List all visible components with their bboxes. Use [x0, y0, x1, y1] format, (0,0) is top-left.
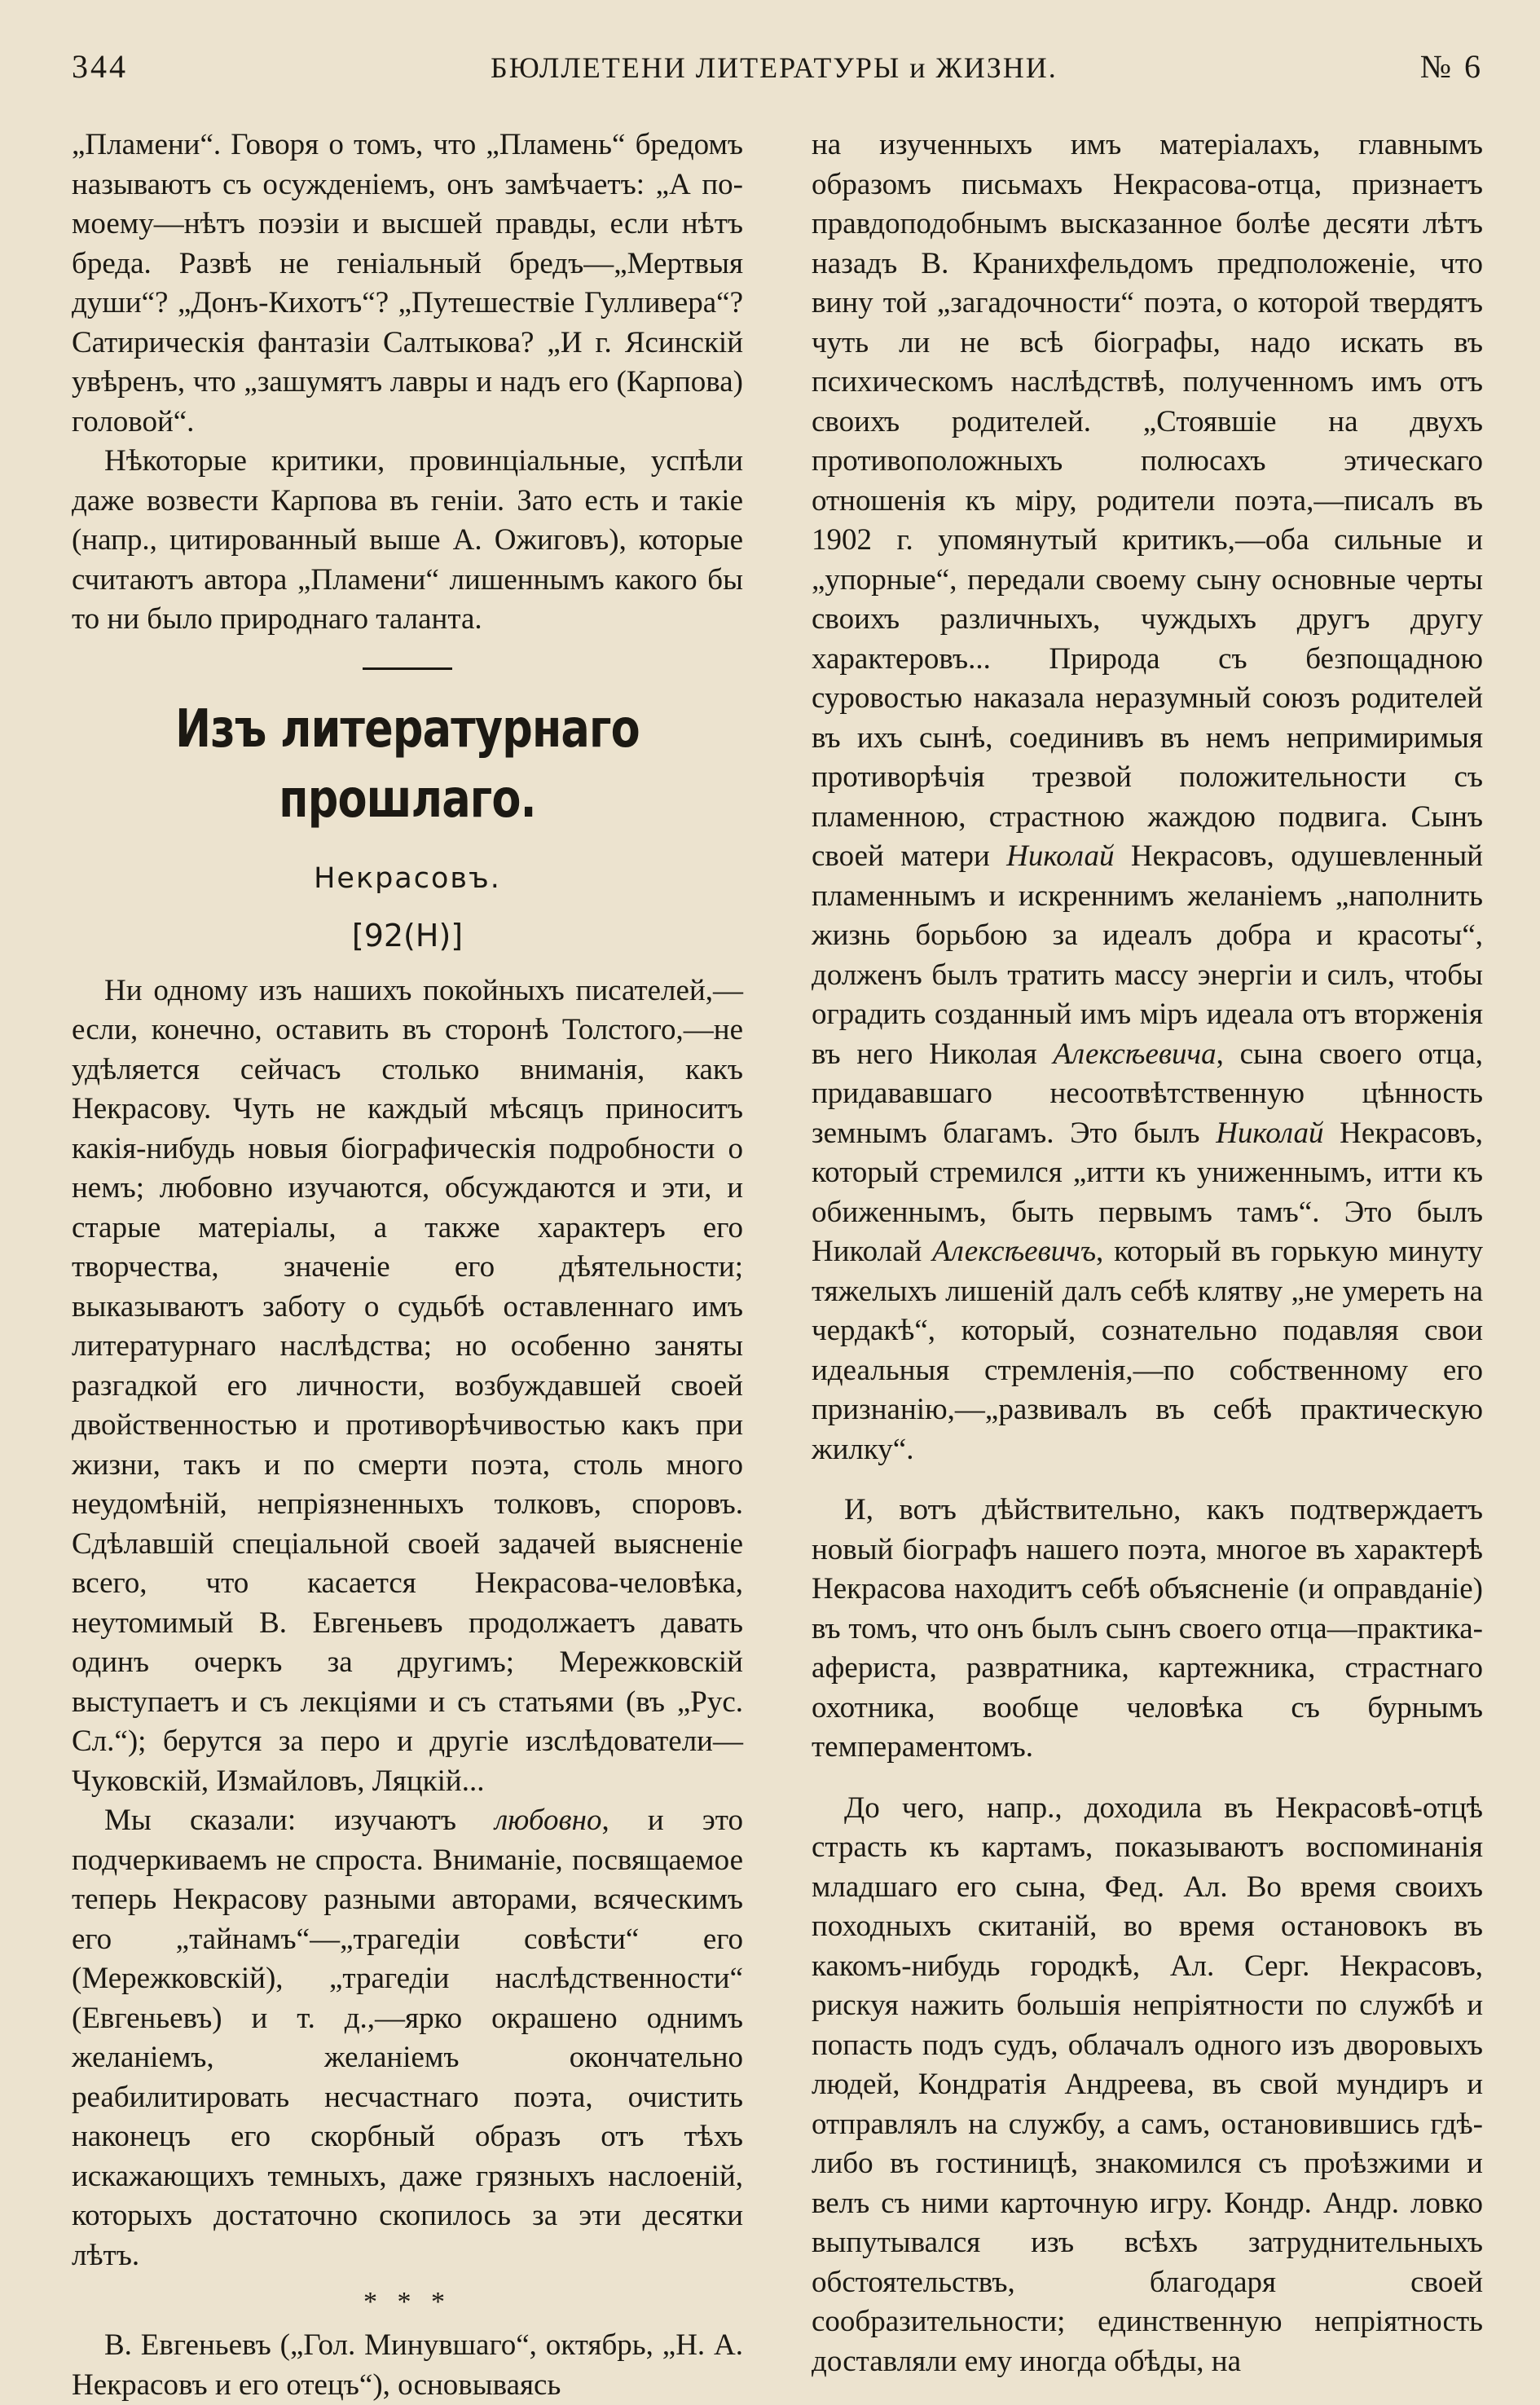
- paragraph: [72, 1801, 743, 2275]
- issue-number: № 6: [1419, 48, 1483, 85]
- text-columns: [72, 126, 1483, 2405]
- journal-title: БЮЛЛЕТЕНИ ЛИТЕРАТУРЫ и ЖИЗНИ.: [491, 51, 1058, 84]
- paragraph: Нѣкоторые критики, провинціальные, успѣли даже возвести Карпова въ геніи. Зато есть и такіе (напр., цитированный выше А. Ожиговъ), которые считаютъ автора „Пламени“ лишеннымъ какого бы то ни было природнаго таланта.: [72, 444, 743, 636]
- text-run: , сына своего отца, придававшаго несоотвѣтственную цѣнность земнымъ благамъ. Это былъ: [812, 1037, 1483, 1150]
- asterism: * * *: [363, 2287, 451, 2317]
- article-subtitle: Некрасовъ.: [314, 861, 501, 895]
- paragraph: Ни одному изъ нашихъ покойныхъ писателей,—если, конечно, оставить въ сторонѣ Толстого,—не удѣляется сейчасъ столько вниманія, какъ Некрасову. Чуть не каждый мѣсяцъ приноситъ какія-нибудь новыя біографическія подробности о немъ; любовно изучаются, обсуждаются и эти, и старые матеріалы, а также характеръ его творчества, значеніе его дѣятельности; выказываютъ заботу о судьбѣ оставленнаго имъ литературнаго наслѣдства; но особенно заняты разгадкой его личности, возбуждавшей своей двойственностью и противорѣчивостью какъ при жизни, такъ и по смерти поэта, столь много неудомѣній, непріязненныхъ толковъ, споровъ. Сдѣлавшій спеціальной своей задачей выясненіе всего, что касается Некрасова-человѣка, неутомимый В. Евгеньевъ продолжаетъ давать одинъ очеркъ за другимъ; Мережковскій выступаетъ и съ лекціями и съ статьями (въ „Рус. Сл.“); берутся за перо и другіе изслѣдователи—Чуковскій, Измайловъ, Ляцкій...: [72, 973, 743, 1798]
- emphasis: Алексѣевича: [1053, 1037, 1217, 1071]
- section-title: Изъ литературнаго прошлаго.: [175, 698, 640, 830]
- text-run: , и это подчеркиваемъ не спроста. Вниманіе, посвящаемое теперь Некрасову разными авторами, всяческимъ его „тайнамъ“—„трагедіи совѣсти“ его (Мережковскій), „трагедіи наслѣдственности“ (Евгеньевъ) и т. д.,—ярко окрашено однимъ желаніемъ, желаніемъ окончательно реабилитировать несчастнаго поэта, очистить наконецъ его скорбный образъ отъ тѣхъ искажающихъ темныхъ, даже грязныхъ наслоеній, которыхъ достаточно скопилось за эти десятки лѣтъ.: [72, 1804, 743, 2272]
- running-head: [72, 47, 1483, 96]
- section-divider: [363, 667, 452, 670]
- paragraph: В. Евгеньевъ („Гол. Минувшаго“, октябрь, „Н. А. Некрасовъ и его отецъ“), основываясь: [72, 2328, 743, 2402]
- article-number: [92(Н)]: [351, 917, 464, 954]
- text-run: Мы сказали: изучаютъ: [104, 1804, 495, 1837]
- emphasis: Алексѣевичъ: [932, 1235, 1097, 1268]
- text-run: Некрасовъ, который стремился „итти къ униженнымъ, итти къ обиженнымъ, быть первымъ тамъ“. Это былъ Николай: [812, 1116, 1483, 1268]
- right-column: [812, 126, 1483, 2405]
- paragraph: „Пламени“. Говоря о томъ, что „Пламень“ бредомъ называютъ съ осужденіемъ, онъ замѣчаетъ: „А по-моему—нѣтъ поэзіи и высшей правды, если нѣтъ бреда. Развѣ не геніальный бредъ—„Мертвыя души“? „Донъ-Кихотъ“? „Путешествіе Гулливера“? Сатирическія фантазіи Салтыкова? „И г. Ясинскій увѣренъ, что „зашумятъ лавры и надъ его (Карпова) головой“.: [72, 128, 743, 438]
- page-number: 344: [72, 48, 128, 85]
- text-run: , который въ горькую минуту тяжелыхъ лишеній далъ себѣ клятву „не умереть на чердакѣ“, который, сознательно подавляя свои идеальныя стремленія,—по собственному его признанію,—„развивалъ въ себѣ практическую жилку“.: [812, 1235, 1483, 1466]
- emphasis: Николай: [1216, 1116, 1324, 1150]
- text-run: Некрасовъ, одушевленный пламеннымъ и искреннимъ желаніемъ „наполнить жизнь борьбою за идеалъ добра и красоты“, долженъ былъ тратить массу энергіи и силъ, чтобы оградить созданный имъ міръ идеала отъ вторженія въ него Николая: [812, 839, 1483, 1071]
- paragraph: До чего, напр., доходила въ Некрасовѣ-отцѣ страсть къ картамъ, показываютъ воспоминанія младшаго его сына, Фед. Ал. Во время своихъ походныхъ скитаній, во время остановокъ въ какомъ-нибудь городкѣ, Ал. Серг. Некрасовъ, рискуя нажить большія непріятности по службѣ и попасть подъ судъ, облачалъ одного изъ дворовыхъ людей, Кондратія Андреева, въ свой мундиръ и отправлялъ на службу, а самъ, остановившись гдѣ-либо въ гостиницѣ, знакомился съ проѣзжими и велъ съ ними карточную игру. Кондр. Андр. ловко выпутывался изъ всѣхъ затруднительныхъ обстоятельствъ, благодаря своей сообразительности; единственную непріятность доставляли ему иногда обѣды, на: [812, 1791, 1483, 2378]
- text-run: на изученныхъ имъ матеріалахъ, главнымъ образомъ письмахъ Некрасова-отца, признаетъ правдоподобнымъ высказанное болѣе десяти лѣтъ назадъ В. Кранихфельдомъ предположеніе, что вину той „загадочности“ поэта, о которой твердятъ чуть ли не всѣ біографы, надо искать въ психическомъ наслѣдствѣ, полученномъ имъ отъ своихъ родителей. „Стоявшіе на двухъ противоположныхъ полюсахъ этическаго отношенія къ міру, родители поэта,—писалъ въ 1902 г. упомянутый критикъ,—оба сильные и „упорные“, передали своему сыну основные черты своихъ различныхъ, чуждыхъ другъ другу характеровъ... Природа съ безпощадною суровостью наказала неразумный союзъ родителей въ ихъ сынѣ, соединивъ въ немъ непримиримыя противорѣчія трезвой положительности съ пламенною, страстною жаждою подвига. Сынъ своей матери: [812, 128, 1483, 873]
- emphasis: любовно: [495, 1804, 602, 1837]
- emphasis: Николай: [1006, 839, 1115, 873]
- left-column: [72, 126, 743, 2405]
- paragraph: [812, 126, 1483, 1469]
- paragraph: И, вотъ дѣйствительно, какъ подтверждаетъ новый біографъ нашего поэта, многое въ характерѣ Некрасова находитъ себѣ объясненіе (и оправданіе) въ томъ, что онъ былъ сынъ своего отца—практика-афериста, развратника, картежника, страстнаго охотника, вообще человѣка съ бурнымъ темпераментомъ.: [812, 1493, 1483, 1764]
